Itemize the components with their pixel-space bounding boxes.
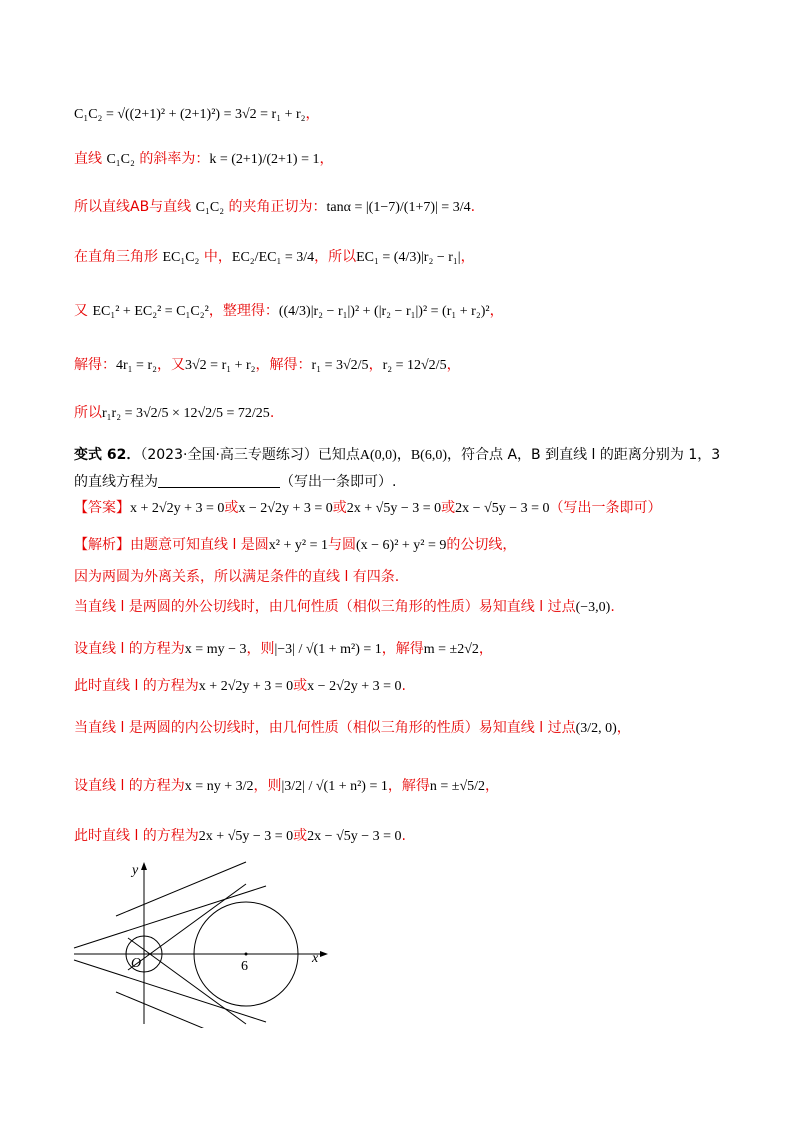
text: 中， [199,249,232,265]
formula: C₁C₂ [106,152,135,167]
text: 或 [441,500,456,516]
x-axis-label: x [312,951,319,966]
text: 的直线方程为 [74,474,158,490]
text: ， [368,357,383,373]
text: 此时直线 l 的方程为 [74,678,199,694]
text: 在直角三角形 [74,249,163,265]
solution-line-5 [74,303,740,321]
formula: x = my − 3 [184,642,247,657]
formula: k = (2+1)/(2+1) = 1 [209,152,320,167]
formula: ((4/3)|r₂ − r₁|)² + (|r₂ − r₁|)² = (r₁ + r₂)² [278,304,490,319]
formula: r₂ = 12√2/5 [382,358,447,373]
formula: m = ±2√2 [423,642,479,657]
punct: . [610,599,615,615]
text: 由题意可知直线 l 是圆 [130,537,269,553]
question-line-1 [74,447,740,465]
text: 的公切线， [446,537,517,553]
text: 或 [293,828,308,844]
external-tangent-upper [74,886,266,948]
text: ， [396,447,411,463]
text: 又 [74,303,93,319]
formula: 2x − √5y − 3 = 0 [455,501,550,516]
solution-line-2 [74,151,740,169]
formula: |3/2| / √(1 + n²) = 1 [281,779,388,794]
six-label: 6 [241,959,248,974]
answer-label: 【答案】 [74,500,130,516]
analysis-line-5 [74,678,740,696]
formula: (−3,0) [575,600,611,615]
solution-line-7 [74,405,740,423]
text: 所以 [74,405,102,421]
text: 所以直线AB与直线 [74,199,196,215]
text: 的斜率为： [134,151,210,167]
formula: A(0,0) [359,448,397,463]
punct: . [401,678,406,694]
internal-tangent-mid-a [128,884,246,970]
text: 当直线 l 是两圆的外公切线时，由几何性质（相似三角形的性质）易知直线 l 过点 [74,599,576,615]
punct: . [401,828,406,844]
formula: r₁ = 3√2/5 [311,358,369,373]
text: 直线 [74,151,107,167]
formula: x + 2√2y + 3 = 0 [198,679,294,694]
answer-line [74,500,740,518]
punct: ， [319,151,334,167]
solution-line-1 [74,106,740,124]
formula: (3/2, 0) [575,721,617,736]
formula: EC₂/EC₁ = 3/4 [231,250,315,265]
punct: ， [478,641,493,657]
analysis-line-3 [74,599,740,617]
text: 设直线 l 的方程为 [74,778,185,794]
text: 或 [293,678,308,694]
analysis-line-4 [74,641,740,659]
text: 与圆 [327,537,356,553]
y-axis-arrow [141,862,147,870]
text: ，解得 [387,778,430,794]
analysis-line-8 [74,828,740,846]
text: ，又 [156,357,185,373]
origin-label: O [131,956,142,971]
formula: C₁C₂ = √((2+1)² + (2+1)²) = 3√2 = r₁ + r₂ [74,107,306,122]
punct: ， [446,357,461,373]
analysis-line-6 [74,720,740,738]
text: 的夹角正切为： [224,199,327,215]
formula: EC₁C₂ [162,250,200,265]
formula: n = ±√5/2 [429,779,486,794]
formula: (x − 6)² + y² = 9 [355,538,447,553]
text: ，则 [246,641,275,657]
formula: x² + y² = 1 [268,538,328,553]
punct: ， [616,720,631,736]
formula: 2x + √5y − 3 = 0 [346,501,442,516]
external-tangent-lower [74,960,266,1022]
formula: 3√2 = r₁ + r₂ [184,358,256,373]
text: （写出一条即可） [549,500,662,516]
text: ，符合点 A，B 到直线 l 的距离分别为 1，3 [447,447,721,463]
text: ，整理得： [208,303,279,319]
formula: x + 2√2y + 3 = 0 [130,501,225,516]
formula: 4r₁ = r₂ [116,358,157,373]
text: 当直线 l 是两圆的内公切线时，由几何性质（相似三角形的性质）易知直线 l 过点 [74,720,576,736]
formula: x = ny + 3/2 [184,779,254,794]
formula: 2x − √5y − 3 = 0 [307,829,402,844]
formula: |−3| / √(1 + m²) = 1 [274,642,382,657]
text: ，解得： [255,357,312,373]
question-label: 变式 62． [74,447,141,463]
text: ，解得 [381,641,424,657]
text: （2023·全国·高三专题练习）已知点 [140,447,360,463]
text: 或 [332,500,347,516]
text: ，所以 [314,249,357,265]
punct: ， [305,106,320,122]
punct: ， [485,778,500,794]
formula: r₁r₂ = 3√2/5 × 12√2/5 = 72/25 [102,406,270,421]
formula: B(6,0) [410,448,447,463]
text: 解得： [74,357,116,373]
solution-line-6 [74,357,740,375]
formula: 2x + √5y − 3 = 0 [198,829,294,844]
punct: ， [489,303,504,319]
analysis-line-1 [74,537,740,555]
text: 或 [224,500,239,516]
text: 此时直线 l 的方程为 [74,828,199,844]
answer-blank [158,473,280,488]
formula: x − 2√2y + 3 = 0 [307,679,402,694]
text: ，则 [253,778,282,794]
text: 设直线 l 的方程为 [74,641,185,657]
question-line-2 [74,473,740,491]
center-point [245,953,248,956]
analysis-line-2 [74,569,740,586]
text: （写出一条即可）. [280,474,397,490]
formula: x − 2√2y + 3 = 0 [238,501,333,516]
solution-line-4 [74,249,740,267]
formula: tanα = |(1−7)/(1+7)| = 3/4 [326,200,471,215]
y-axis-label: y [132,863,139,878]
internal-tangent-lower [128,938,246,1024]
text: 因为两圆为外离关系，所以满足条件的直线 l 有四条. [74,569,400,585]
analysis-line-7 [74,778,740,796]
x-axis-arrow [320,951,328,957]
punct: ， [460,249,475,265]
tangent-lines-figure [70,856,340,1028]
formula: C₁C₂ [195,200,225,215]
formula: EC₁² + EC₂² = C₁C₂² [92,304,209,319]
analysis-label: 【解析】 [74,537,130,553]
punct: . [470,199,476,215]
solution-line-3 [74,199,740,217]
punct: . [269,405,275,421]
formula: EC₁ = (4/3)|r₂ − r₁| [356,250,461,265]
